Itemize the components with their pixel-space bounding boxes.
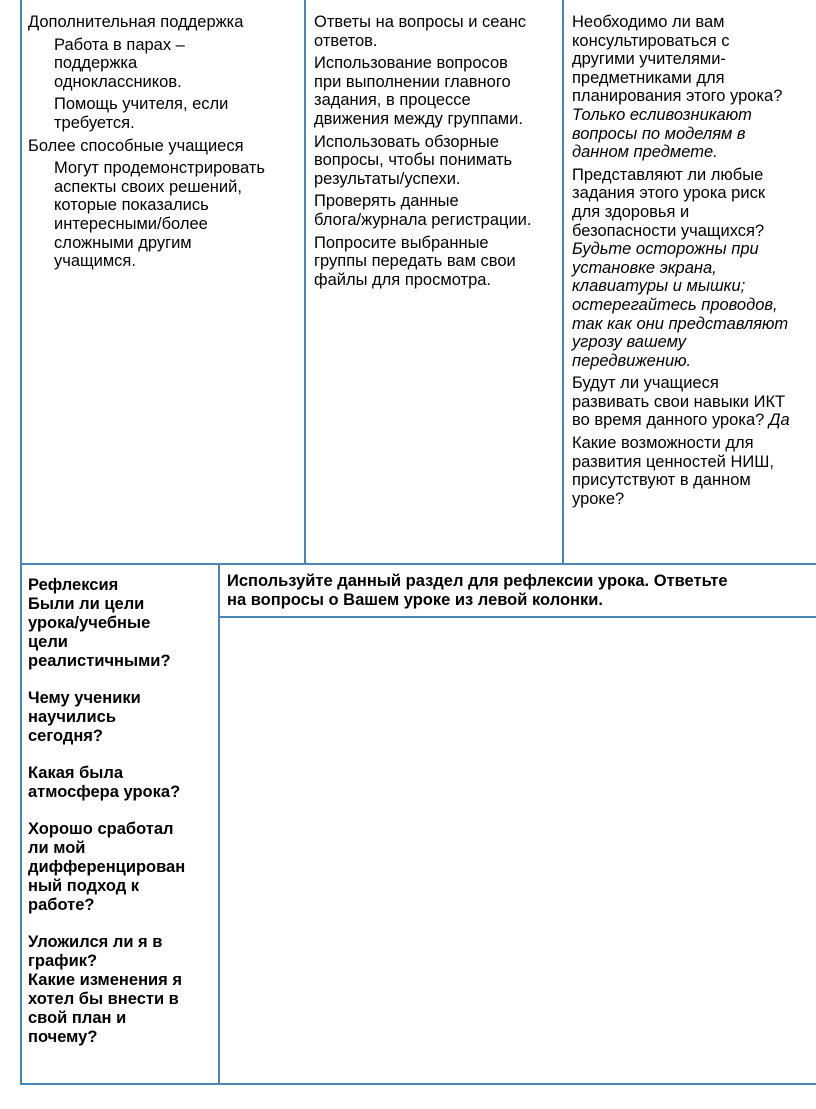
italic-line: так как они представляют — [572, 314, 789, 333]
text-span: во время данного урока? — [572, 411, 769, 430]
text-line: задания этого урока риск — [572, 184, 766, 203]
text-line: вопросы, чтобы понимать — [314, 151, 513, 170]
text-line: другими учителями- — [572, 50, 726, 69]
text-line: уроке? — [572, 489, 625, 508]
bullet-text-line: Могут продемонстрировать — [54, 159, 265, 178]
bullet-text-line: аспекты своих решений, — [54, 177, 242, 196]
text-line: группы передать вам свои — [314, 252, 516, 271]
bullet-text-line: поддержка — [54, 54, 138, 73]
text-line: присутствуют в данном — [572, 471, 751, 490]
italic-line: передвижению. — [572, 351, 692, 370]
cross-curricular-column — [562, 0, 816, 563]
text-line: развивать свои навыки ИКТ — [572, 392, 786, 411]
text-line: Ответы на вопросы и сеанс — [314, 13, 526, 31]
italic-line: остерегайтесь проводов, — [572, 295, 778, 314]
reflection-response-column — [218, 565, 816, 1083]
text-line: Будут ли учащиеся — [572, 374, 719, 393]
bullet-text-line: которые показались — [54, 196, 209, 215]
bullet-item — [28, 159, 304, 271]
text-line: задания, в процессе — [314, 91, 471, 110]
text-line: при выполнении главного — [314, 72, 511, 91]
bullet-icon — [28, 95, 54, 132]
bullet-icon — [28, 36, 54, 92]
bullet-item — [28, 95, 304, 132]
italic-line: клавиатуры и мышки; — [572, 277, 746, 296]
question-line: дифференцирован — [28, 858, 186, 876]
text-line: Представляют ли любые — [572, 165, 764, 184]
italic-line: данном предмете. — [572, 143, 718, 162]
text-line: безопасности учащихся? — [572, 221, 765, 240]
italic-line: Будьте осторожны при — [572, 240, 759, 259]
question-line: работе? — [28, 896, 95, 914]
instruction-line: на вопросы о Вашем уроке из левой колонки. — [227, 591, 603, 609]
question-line: хотел бы внести в — [28, 990, 179, 1008]
reflection-questions — [22, 565, 218, 1083]
able-students-heading: Более способные учащиеся — [28, 136, 244, 155]
bullet-item — [28, 36, 304, 92]
planning-table — [20, 0, 816, 565]
text-line: движения между группами. — [314, 109, 523, 128]
bullet-text-line: сложными другим — [54, 233, 192, 252]
question-line: Рефлексия — [28, 576, 119, 594]
bullet-text-line: одноклассников. — [54, 72, 182, 91]
differentiation-column — [22, 0, 304, 563]
text-line: ответов. — [314, 31, 378, 50]
bullet-text-line: учащимся. — [54, 252, 136, 271]
text-line: развития ценностей НИШ, — [572, 452, 774, 471]
text-line: предметниками для — [572, 68, 725, 87]
text-line: Какие возможности для — [572, 434, 754, 453]
bullet-text-line: интересными/более — [54, 214, 208, 233]
text-line: Необходимо ли вам — [572, 13, 725, 31]
italic-line: Только есливозникают — [572, 105, 752, 124]
text-line: блога/журнала регистрации. — [314, 210, 532, 229]
text-line: Использовать обзорные — [314, 132, 499, 151]
bullet-text-line: Помощь учителя, если — [54, 95, 229, 114]
question-line: урока/учебные — [28, 614, 151, 632]
text-line: Проверять данные — [314, 192, 459, 211]
bullet-text-line: Работа в парах – — [54, 35, 185, 54]
question-line: Какая была — [28, 764, 124, 782]
text-line: результаты/успехи. — [314, 169, 461, 188]
reflection-table — [20, 565, 816, 1085]
question-line: свой план и — [28, 1009, 127, 1027]
question-line: почему? — [28, 1028, 98, 1046]
question-line: Какие изменения я — [28, 971, 183, 989]
assessment-column — [304, 0, 562, 563]
question-line: научились — [28, 708, 116, 726]
reflection-instruction — [220, 565, 816, 618]
text-line: файлы для просмотра. — [314, 270, 492, 289]
question-line: атмосфера урока? — [28, 783, 181, 801]
question-line: ли мой — [28, 839, 86, 857]
italic-answer: Да — [768, 411, 790, 430]
text-line — [572, 411, 816, 430]
text-line: планирования этого урока? — [572, 87, 783, 106]
question-line: Чему ученики — [28, 689, 141, 707]
question-line: реалистичными? — [28, 652, 171, 670]
italic-line: вопросы по моделям в — [572, 124, 746, 143]
bullet-icon — [28, 159, 54, 271]
question-line: ный подход к — [28, 877, 140, 895]
italic-line: угрозу вашему — [572, 333, 687, 352]
bullet-text-line: требуется. — [54, 113, 135, 132]
question-line: Хорошо сработал — [28, 820, 174, 838]
reflection-answer-area[interactable] — [220, 618, 816, 1083]
support-heading: Дополнительная поддержка — [28, 13, 244, 31]
question-line: сегодня? — [28, 727, 104, 745]
question-line: график? — [28, 952, 98, 970]
italic-line: установке экрана, — [572, 258, 717, 277]
question-line: Были ли цели — [28, 595, 145, 613]
question-line: Уложился ли я в — [28, 933, 163, 951]
text-line: Попросите выбранные — [314, 233, 489, 252]
text-line: консультироваться с — [572, 31, 730, 50]
text-line: Использование вопросов — [314, 54, 508, 73]
instruction-line: Используйте данный раздел для рефлексии урока. Ответьте — [227, 572, 728, 590]
question-line: цели — [28, 633, 68, 651]
text-line: для здоровья и — [572, 202, 690, 221]
